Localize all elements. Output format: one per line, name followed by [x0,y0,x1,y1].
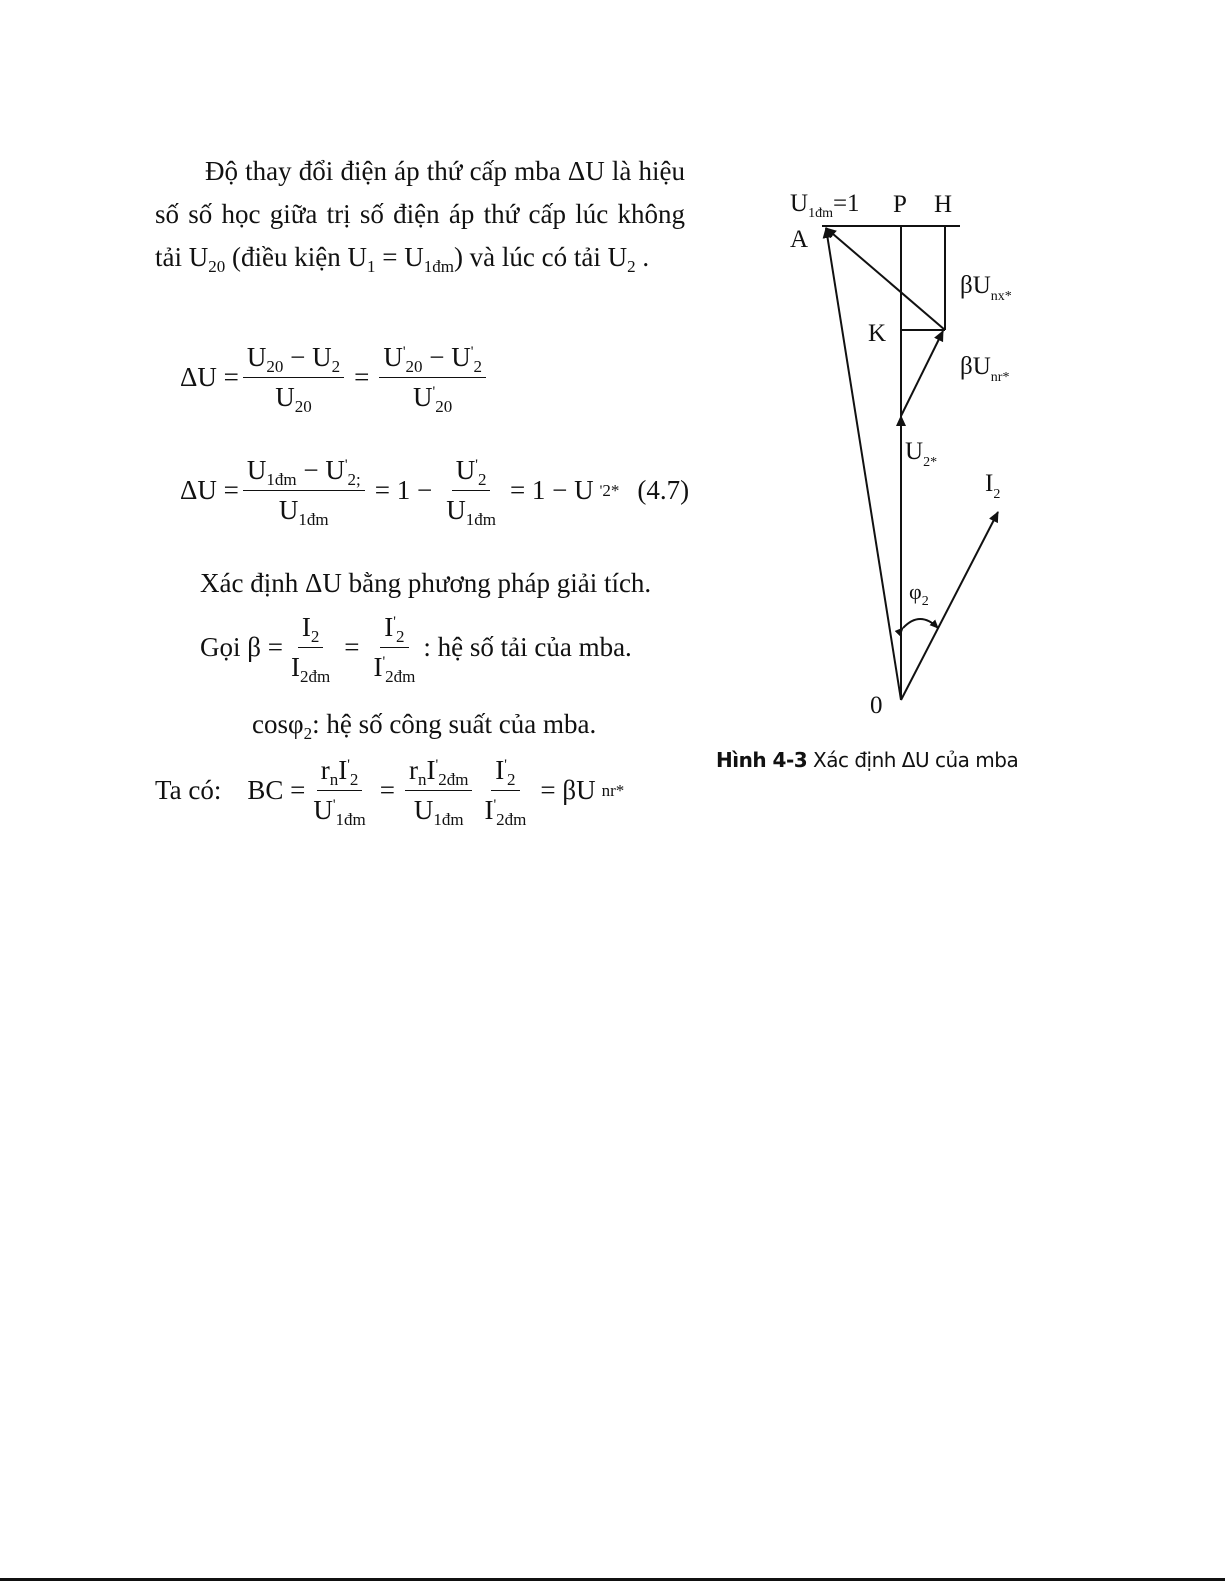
equation-bc: Ta có: BC = $\frac{r_nI'_2}{U'_{1đm}}$ = $\frac{r_nI'_{2đm}}{U_{1đm}}$ $\frac{I'_2}{I'_{2đm}}$ = βU nr* [155,755,625,829]
label-u2: $U_{2*}$ [905,438,938,470]
label-bunx: $\beta U_{nx*}$ [960,272,1012,304]
i2-vector [901,512,998,700]
equation-delta-u-1: ΔU = $\frac{U_{20} - U_2}{U_{20}}$ = $\frac{U'_{20} - U'_2}{U'_{20}}$ [180,342,490,413]
bunx-vector [826,228,945,330]
label-i2: $I_2$ [985,470,1001,502]
page-bottom-border [0,1578,1225,1581]
figure-caption: Hình 4-3 Xác định ΔU của mba [716,748,1019,772]
u1-vector [826,228,901,700]
label-k: K [868,320,887,347]
label-bunr: $\beta U_{nr*}$ [960,353,1010,385]
label-h: H [934,191,953,218]
equation-delta-u-2: ΔU = $\frac{U_{1đm} - U'_{2;}}{U_{1đm}}$ = 1 − $\frac{U'_2}{U_{1đm}}$ = 1 − U ' 2* (4.7) [180,455,690,529]
cos-definition: cosφ$_2$: hệ số công suất của mba. [252,709,597,743]
label-u1dm: $U_{1đm}=1$ [790,190,860,221]
beta-definition: Gọi β = $\frac{I_2}{I_{2đm}}$ = $\frac{I'_2}{I'_{2đm}}$ : hệ số tải của mba. [200,612,632,686]
bunr-vector [901,331,943,416]
label-phi2: $\varphi_2$ [909,579,929,609]
method-line: Xác định ΔU bằng phương pháp giải tích. [200,568,652,598]
label-origin: 0 [870,692,883,719]
label-p: P [893,191,907,218]
intro-paragraph: Độ thay đổi điện áp thứ cấp mba ΔU là hiệu số số học giữa trị số điện áp thứ cấp lúc không tải $U_{20}$ (điều kiện $U_1 = U_{1đm}$) và lúc có tải $U_2$ . [155,156,685,276]
phi2-arc [903,619,938,628]
label-a: A [790,226,809,253]
